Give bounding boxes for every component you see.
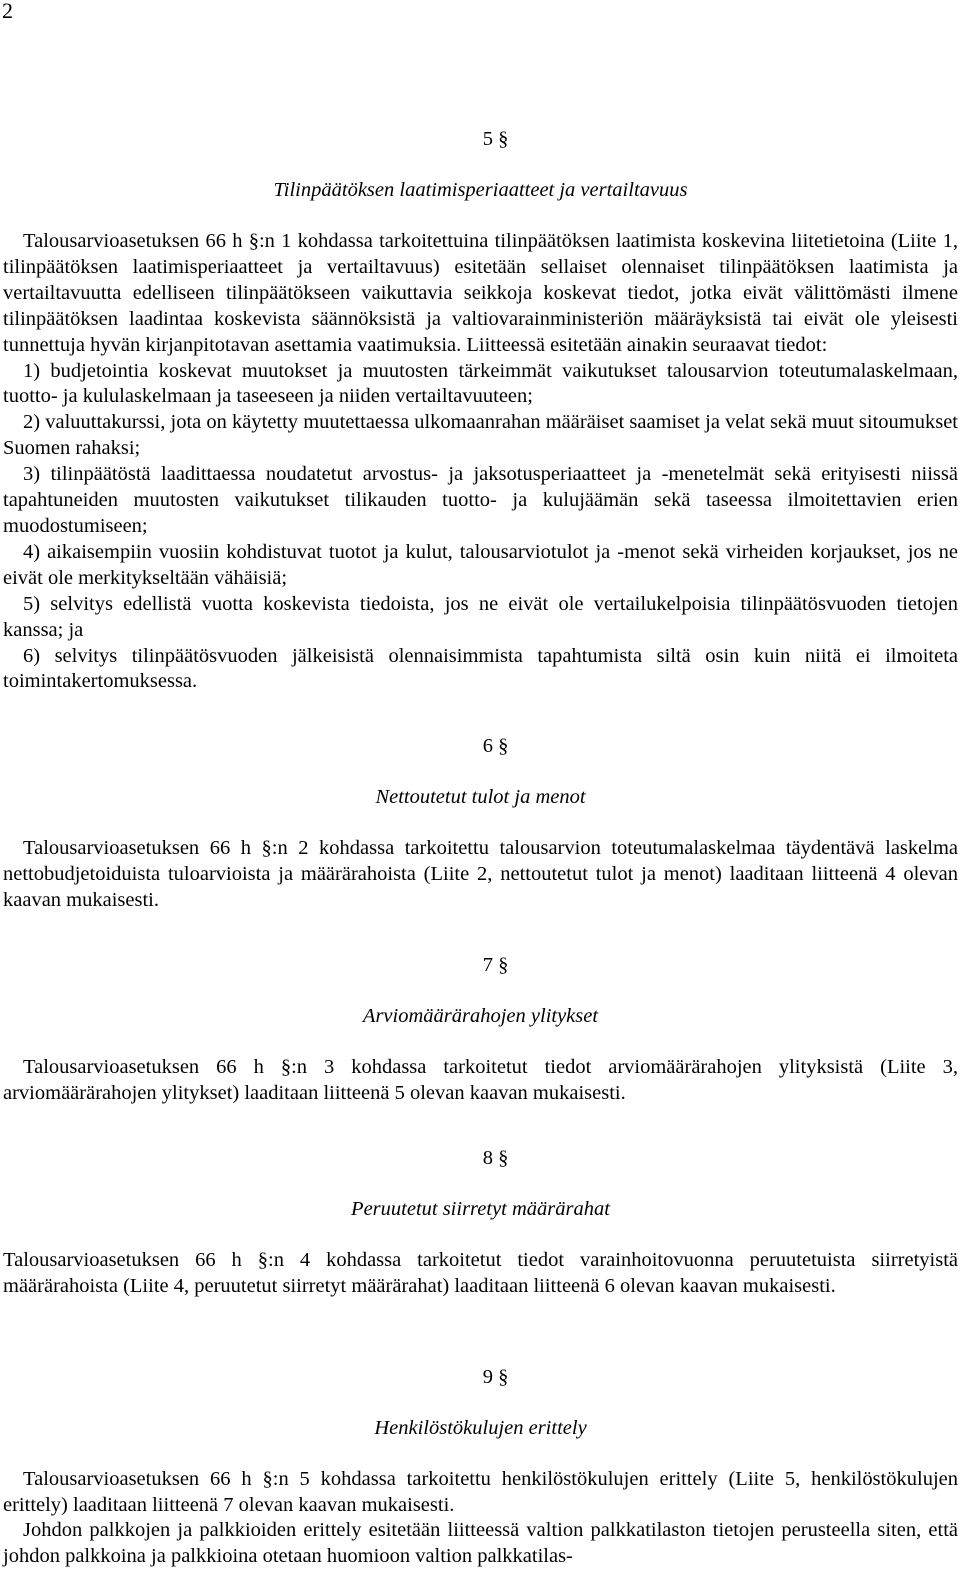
section-title: Tilinpäätöksen laatimisperiaatteet ja vertailtavuus bbox=[273, 179, 688, 201]
section-number: 8 § bbox=[482, 1146, 509, 1169]
section-paragraph: Talousarvioasetuksen 66 h §:n 3 kohdassa tarkoitetut tiedot arviomäärärahojen ylityksistä (Liite 3, arviomäärärahojen ylitykset) laaditaan liitteenä 5 olevan kaavan mukaisesti. bbox=[3, 1056, 958, 1104]
section-paragraph: Talousarvioasetuksen 66 h §:n 5 kohdassa tarkoitettu henkilöstökulujen erittely (Liite 5, henkilöstökulujen erittely) laaditaan liitteenä 7 olevan kaavan mukaisesti. bbox=[3, 1467, 958, 1516]
section-paragraph: Talousarvioasetuksen 66 h §:n 2 kohdassa tarkoitettu talousarvion toteutumalaskelmaa täydentävä laskelma nettobudjetoiduista tuloarvioista ja määrärahoista (Liite 2, nettoutetut tulot ja menot) laaditaan liitteenä 4 olevan kaavan mukaisesti. bbox=[3, 837, 958, 912]
section-title: Henkilöstökulujen erittely bbox=[374, 1416, 587, 1439]
page-number: 2 bbox=[2, 0, 13, 23]
list-item: 4) aikaisempiin vuosiin kohdistuvat tuotot ja kulut, talousarviotulot ja -menot sekä virheiden korjaukset, jos ne eivät ole merkitykseltään vähäisiä; bbox=[3, 540, 958, 589]
section-title: Peruutetut siirretyt määrärahat bbox=[351, 1197, 610, 1220]
section-7 bbox=[3, 952, 958, 1107]
section-number: 5 § bbox=[482, 128, 509, 150]
section-9 bbox=[3, 1364, 958, 1570]
section-paragraph: Johdon palkkojen ja palkkioiden erittely esitetään liitteessä valtion palkkatilaston tietojen perusteella siten, että johdon palkkoina ja palkkioina otetaan huomioon valtion palkkatilas- bbox=[3, 1519, 958, 1568]
list-item: 6) selvitys tilinpäätösvuoden jälkeisistä olennaisimmista tapahtumista siltä osin kuin niitä ei ilmoiteta toimintakertomuksessa. bbox=[3, 644, 958, 693]
section-8 bbox=[3, 1145, 958, 1300]
section-title: Arviomäärärahojen ylitykset bbox=[362, 1005, 599, 1028]
section-5 bbox=[3, 126, 958, 695]
list-item: 1) budjetointia koskevat muutokset ja muutosten tärkeimmät vaikutukset talousarvion toteutumalaskelmaan, tuotto- ja kululaskelmaan ja taseeseen ja niiden vertailtavuuteen; bbox=[3, 359, 958, 408]
list-item: 2) valuuttakurssi, jota on käytetty muutettaessa ulkomaanrahan määräiset saamiset ja velat sekä muut sitoumukset Suomen rahaksi; bbox=[3, 411, 958, 460]
section-number: 7 § bbox=[482, 954, 509, 977]
section-number: 9 § bbox=[482, 1365, 509, 1388]
section-number: 6 § bbox=[482, 735, 509, 758]
section-6 bbox=[3, 733, 958, 914]
list-item: 3) tilinpäätöstä laadittaessa noudatetut arvostus- ja jaksotusperiaatteet ja -menetelmät sekä erityisesti niissä tapahtuneiden muutosten vaikutukset tilikauden tuotto- ja kulujäämän sekä taseessa ilmoitettavien erien muodostumiseen; bbox=[3, 463, 958, 537]
section-title: Nettoutetut tulot ja menot bbox=[375, 786, 586, 809]
section-paragraph: Talousarvioasetuksen 66 h §:n 1 kohdassa tarkoitettuina tilinpäätöksen laatimista koskevina liitetietoina (Liite 1, tilinpäätöksen laatimisperiaatteet ja vertailtavuus) esitetään sellaiset olennaiset tilinpäätöksen laatimista ja vertailtavuutta edelliseen tilinpäätökseen vaikuttavia seikkoja koskevat tiedot, jotka eivät välittömästi ilmene tilinpäätöksen laadintaa koskevista säännöksistä ja valtiovarainministeriön määräyksistä tai eivät ole yleisesti tunnettuja hyvän kirjanpitotavan asettamia vaatimuksia. Liitteessä esitetään ainakin seuraavat tiedot: bbox=[3, 230, 958, 356]
list-item: 5) selvitys edellistä vuotta koskevista tiedoista, jos ne eivät ole vertailukelpoisia tilinpäätösvuoden tietojen kanssa; ja bbox=[3, 592, 958, 641]
document-body bbox=[3, 126, 958, 1570]
section-paragraph: Talousarvioasetuksen 66 h §:n 4 kohdassa tarkoitetut tiedot varainhoitovuonna peruutetuista siirretyistä määrärahoista (Liite 4, peruutetut siirretyt määrärahat) laaditaan liitteenä 6 olevan kaavan mukaisesti. bbox=[3, 1248, 958, 1297]
